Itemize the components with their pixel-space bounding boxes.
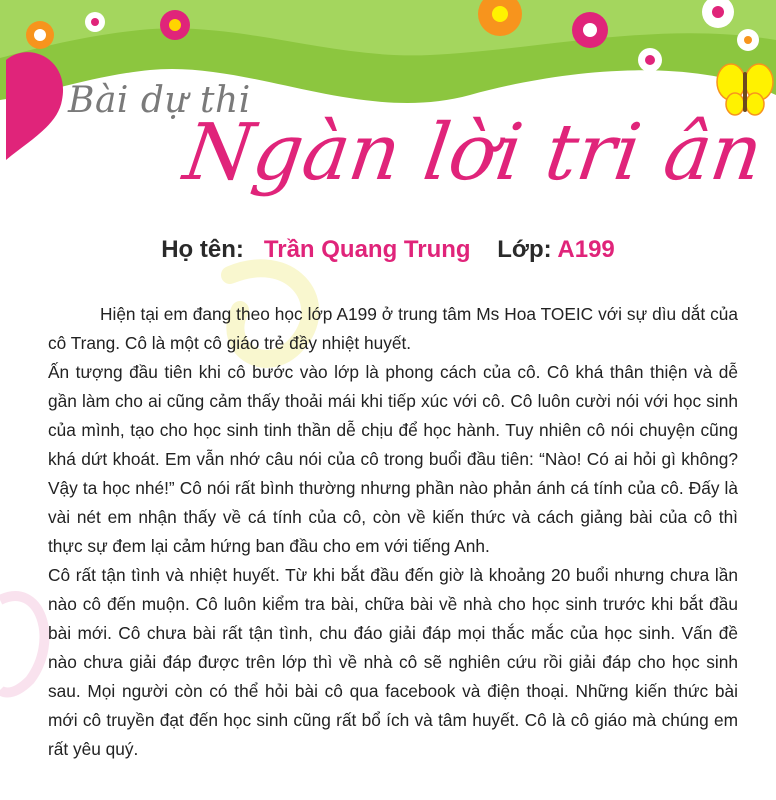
scribble-decoration [0,596,44,692]
flower-icon [85,12,105,32]
student-info [0,236,776,264]
essay-paragraph: Ấn tượng đầu tiên khi cô bước vào lớp là phong cách của cô. Cô khá thân thiện và dễ gần làm cho ai cũng cảm thấy thoải mái khi tiếp xúc với cô. Cô luôn cười nói với học sinh của mình, tạo cho học sinh tinh thần dễ chịu để học hành. Tuy nhiên cô nói chuyện cũng khá dứt khoát. Em vẫn nhớ câu nói của cô trong buổi đầu tiên: “Nào! Có ai hỏi gì không? Vậy ta học nhé!” Cô nói rất bình thường nhưng phần nào phản ánh cá tính của cô. Đấy là vài nét em nhận thấy về cá tính của cô, còn về kiến thức và cách giảng bài của cô thì thực sự đem lại cảm hứng ban đầu cho em với tiếng Anh. [48,362,738,556]
flower-icon [737,29,759,51]
essay-paragraph: Hiện tại em đang theo học lớp A199 ở trung tâm Ms Hoa TOEIC với sự dìu dắt của cô Trang. Cô là một cô giáo trẻ đầy nhiệt huyết. [48,304,738,353]
class-label: Lớp: [497,236,552,263]
flower-icon [160,10,190,40]
flower-icon [26,21,54,49]
student-name: Trần Quang Trung [263,236,471,263]
essay-body [48,300,738,764]
heart-icon [6,52,63,160]
contest-title: Ngàn lời tri ân [178,108,768,198]
flower-icon [572,12,608,48]
name-label: Họ tên: [161,236,244,263]
contest-subtitle: Bài dự thi [68,80,251,121]
student-class: A199 [557,236,615,263]
flower-icon [638,48,662,72]
essay-paragraph: Cô rất tận tình và nhiệt huyết. Từ khi bắt đầu đến giờ là khoảng 20 buổi nhưng chưa lần nào cô đến muộn. Cô luôn kiểm tra bài, chữa bài về nhà cho học sinh trước khi bắt đầu bài mới. Cô chưa bài rất tận tình, chu đáo giải đáp mọi thắc mắc của học sinh. Vấn đề nào chưa giải đáp được trên lớp thì về nhà cô sẽ nghiên cứu rồi giải đáp cho học sinh sau. Mọi người còn có thể hỏi bài cô qua facebook và điện thoại. Những kiến thức bài mới cô truyền đạt đến học sinh cũng rất bổ ích và tâm huyết. Cô là cô giáo mà chúng em rất yêu quý. [48,565,738,759]
